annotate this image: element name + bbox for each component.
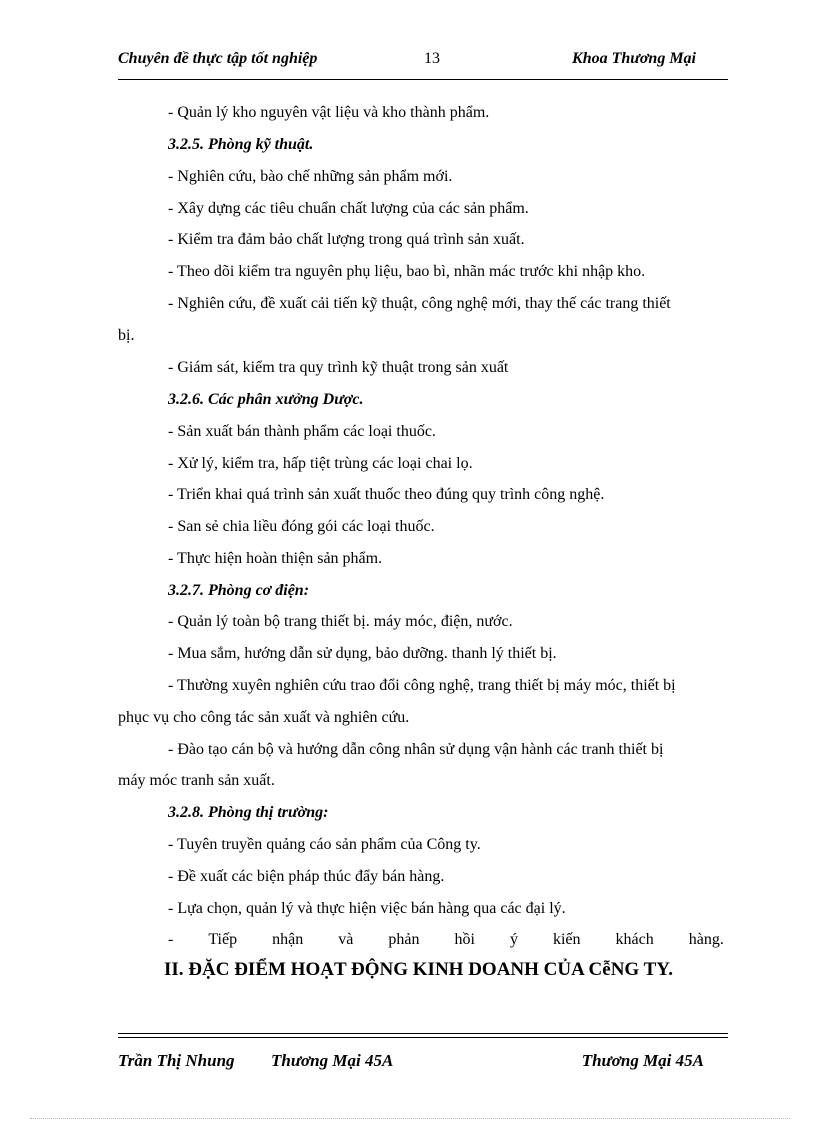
section-heading-2: II. ĐẶC ĐIỂM HOẠT ĐỘNG KINH DOANH CỦA CễNG TY.	[164, 959, 674, 980]
text-line: - Mua sắm, hướng dẫn sử dụng, bảo dưỡng. thanh lý thiết bị.	[168, 645, 557, 662]
text-line: máy móc tranh sản xuất.	[118, 772, 275, 789]
text-line: - Sản xuất bán thành phẩm các loại thuốc.	[168, 423, 436, 440]
section-heading-3-2-8: 3.2.8. Phòng thị trường:	[168, 804, 329, 821]
text-line: - Tuyên truyền quảng cáo sản phẩm của Công ty.	[168, 836, 481, 853]
text-line: phục vụ cho công tác sản xuất và nghiên cứu.	[118, 709, 410, 726]
footer-author: Trần Thị Nhung	[118, 1051, 235, 1070]
text-line: - Quản lý toàn bộ trang thiết bị. máy móc, điện, nước.	[168, 613, 513, 630]
section-heading-3-2-7: 3.2.7. Phòng cơ điện:	[168, 582, 310, 599]
footer-class-right: Thương Mại 45A	[581, 1051, 704, 1070]
page-header	[118, 50, 728, 76]
text-line: - Xử lý, kiểm tra, hấp tiệt trùng các loại chai lọ.	[168, 455, 473, 472]
word: ý	[509, 931, 518, 948]
footer-rule-bottom	[118, 1037, 728, 1038]
text-line: - Thường xuyên nghiên cứu trao đổi công nghệ, trang thiết bị máy móc, thiết bị	[168, 677, 676, 694]
text-line: - Đào tạo cán bộ và hướng dẫn công nhân sử dụng vận hành các tranh thiết bị	[168, 741, 664, 758]
text-line: - Nghiên cứu, đề xuất cải tiến kỹ thuật, công nghệ mới, thay thế các trang thiết	[168, 295, 671, 312]
text-line: - Đề xuất các biện pháp thúc đẩy bán hàng.	[168, 868, 445, 885]
text-line: - Nghiên cứu, bào chế những sản phẩm mới.	[168, 168, 453, 185]
text-line: bị.	[118, 327, 135, 344]
text-line: - Theo dõi kiểm tra nguyên phụ liệu, bao bì, nhãn mác trước khi nhập kho.	[168, 263, 646, 280]
text-line: - Lựa chọn, quản lý và thực hiện việc bán hàng qua các đại lý.	[168, 900, 566, 917]
text-line: - San sẻ chia liều đóng gói các loại thuốc.	[168, 518, 435, 535]
text-line: - Quản lý kho nguyên vật liệu và kho thành phẩm.	[168, 104, 490, 121]
footer-rule-top	[118, 1033, 728, 1034]
page-number: 13	[424, 50, 440, 67]
word: phản	[388, 931, 420, 948]
word: khách	[615, 931, 654, 948]
word: và	[338, 931, 354, 948]
text-line: - Xây dựng các tiêu chuẩn chất lượng của các sản phẩm.	[168, 200, 529, 217]
header-title: Chuyên đề thực tập tốt nghiệp	[118, 50, 318, 67]
word: kiến	[552, 931, 581, 948]
word: -	[168, 931, 174, 948]
justified-text-line	[168, 931, 724, 949]
word: hồi	[454, 931, 475, 948]
page-edge-divider	[30, 1118, 790, 1119]
text-line: - Thực hiện hoàn thiện sản phẩm.	[168, 550, 383, 567]
word: hàng.	[688, 931, 724, 948]
word: Tiếp	[208, 931, 238, 948]
word: nhận	[272, 931, 304, 948]
section-heading-3-2-6: 3.2.6. Các phân xưởng Dược.	[168, 391, 364, 408]
text-line: - Triển khai quá trình sản xuất thuốc theo đúng quy trình công nghệ.	[168, 486, 605, 503]
text-line: - Kiểm tra đảm bảo chất lượng trong quá trình sản xuất.	[168, 231, 525, 248]
text-line: - Giám sát, kiểm tra quy trình kỹ thuật trong sản xuất	[168, 359, 509, 376]
footer-class: Thương Mại 45A	[271, 1051, 394, 1070]
section-heading-3-2-5: 3.2.5. Phòng kỹ thuật.	[168, 136, 314, 153]
header-rule	[118, 79, 728, 80]
header-department: Khoa Thương Mại	[572, 50, 696, 67]
page-footer	[118, 1051, 728, 1077]
